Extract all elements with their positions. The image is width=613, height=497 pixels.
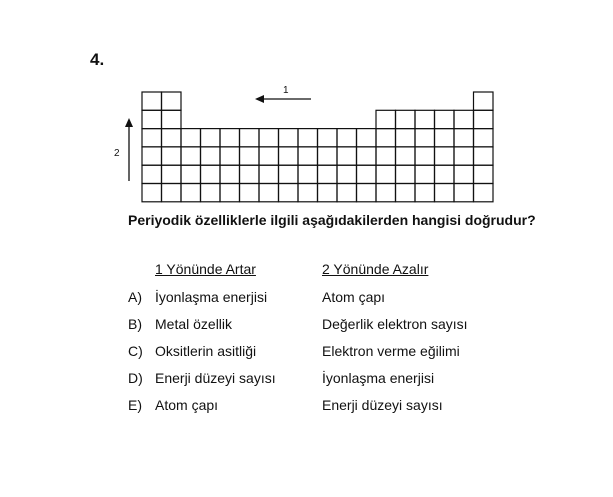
- arrow-2: [114, 118, 133, 181]
- table-cell: [337, 147, 357, 165]
- periodic-table-grid: [142, 92, 493, 202]
- table-cell: [162, 184, 182, 202]
- table-cell: [259, 184, 279, 202]
- table-cell: [220, 184, 240, 202]
- table-cell: [318, 165, 338, 183]
- option-col1: Oksitlerin asitliği: [155, 343, 257, 359]
- option-c[interactable]: [128, 343, 508, 363]
- table-cell: [220, 147, 240, 165]
- table-cell: [454, 184, 474, 202]
- option-col2: Elektron verme eğilimi: [322, 343, 460, 359]
- table-cell: [201, 184, 221, 202]
- table-cell: [181, 184, 201, 202]
- table-cell: [142, 129, 162, 147]
- table-cell: [181, 165, 201, 183]
- table-cell: [240, 184, 260, 202]
- table-cell: [162, 110, 182, 128]
- table-cell: [259, 165, 279, 183]
- table-cell: [474, 165, 494, 183]
- table-cell: [454, 129, 474, 147]
- option-col2: Enerji düzeyi sayısı: [322, 397, 443, 413]
- table-cell: [279, 147, 299, 165]
- table-cell: [181, 129, 201, 147]
- table-cell: [201, 165, 221, 183]
- table-cell: [279, 165, 299, 183]
- question-number: 4.: [90, 50, 105, 69]
- option-col2: Atom çapı: [322, 289, 386, 305]
- table-cell: [376, 184, 396, 202]
- option-b[interactable]: [128, 316, 508, 336]
- option-col2: İyonlaşma enerjisi: [322, 370, 435, 386]
- table-cell: [376, 165, 396, 183]
- table-cell: [337, 165, 357, 183]
- table-cell: [435, 129, 455, 147]
- table-cell: [474, 110, 494, 128]
- table-cell: [357, 129, 377, 147]
- table-cell: [298, 129, 318, 147]
- table-cell: [454, 110, 474, 128]
- table-cell: [415, 129, 435, 147]
- table-cell: [298, 165, 318, 183]
- option-col1: Metal özellik: [155, 316, 233, 332]
- table-cell: [435, 165, 455, 183]
- option-letter: C): [128, 343, 143, 359]
- table-cell: [435, 147, 455, 165]
- arrow-1-label: 1: [283, 85, 289, 96]
- table-cell: [162, 165, 182, 183]
- table-cell: [318, 184, 338, 202]
- column-header-1: 1 Yönünde Artar: [155, 261, 256, 277]
- table-cell: [415, 147, 435, 165]
- table-cell: [298, 184, 318, 202]
- arrow-1: [255, 85, 311, 103]
- table-cell: [142, 184, 162, 202]
- table-cell: [259, 129, 279, 147]
- table-cell: [142, 147, 162, 165]
- table-cell: [240, 147, 260, 165]
- table-cell: [396, 165, 416, 183]
- option-col1: Enerji düzeyi sayısı: [155, 370, 276, 386]
- table-cell: [162, 129, 182, 147]
- table-cell: [318, 147, 338, 165]
- table-cell: [240, 165, 260, 183]
- table-cell: [435, 110, 455, 128]
- table-cell: [142, 92, 162, 110]
- table-cell: [318, 129, 338, 147]
- table-cell: [474, 92, 494, 110]
- table-cell: [259, 147, 279, 165]
- table-cell: [454, 165, 474, 183]
- question-text: Periyodik özelliklerle ilgili aşağıdakilerden hangisi doğrudur?: [128, 212, 536, 228]
- table-cell: [474, 129, 494, 147]
- table-cell: [337, 129, 357, 147]
- table-cell: [357, 165, 377, 183]
- table-cell: [454, 147, 474, 165]
- table-cell: [474, 184, 494, 202]
- table-cell: [298, 147, 318, 165]
- table-cell: [201, 147, 221, 165]
- table-cell: [396, 129, 416, 147]
- table-cell: [396, 184, 416, 202]
- table-cell: [376, 147, 396, 165]
- table-cell: [279, 129, 299, 147]
- table-cell: [201, 129, 221, 147]
- table-cell: [415, 184, 435, 202]
- table-cell: [435, 184, 455, 202]
- table-cell: [279, 184, 299, 202]
- option-letter: A): [128, 289, 142, 305]
- table-cell: [142, 110, 162, 128]
- table-cell: [376, 110, 396, 128]
- table-cell: [220, 165, 240, 183]
- option-letter: D): [128, 370, 143, 386]
- option-col1: İyonlaşma enerjisi: [155, 289, 268, 305]
- table-cell: [240, 129, 260, 147]
- option-d[interactable]: [128, 370, 508, 390]
- table-cell: [220, 129, 240, 147]
- table-cell: [376, 129, 396, 147]
- table-cell: [415, 110, 435, 128]
- table-cell: [357, 147, 377, 165]
- arrow-2-label: 2: [114, 148, 120, 159]
- table-cell: [142, 165, 162, 183]
- table-cell: [337, 184, 357, 202]
- table-cell: [396, 147, 416, 165]
- table-cell: [396, 110, 416, 128]
- table-cell: [474, 147, 494, 165]
- option-letter: E): [128, 397, 142, 413]
- table-cell: [181, 147, 201, 165]
- table-cell: [415, 165, 435, 183]
- option-e[interactable]: [128, 397, 508, 417]
- option-a[interactable]: [128, 289, 508, 309]
- option-letter: B): [128, 316, 142, 332]
- option-col2: Değerlik elektron sayısı: [322, 316, 468, 332]
- table-cell: [162, 92, 182, 110]
- table-cell: [357, 184, 377, 202]
- option-col1: Atom çapı: [155, 397, 219, 413]
- column-header-2: 2 Yönünde Azalır: [322, 261, 429, 277]
- table-cell: [162, 147, 182, 165]
